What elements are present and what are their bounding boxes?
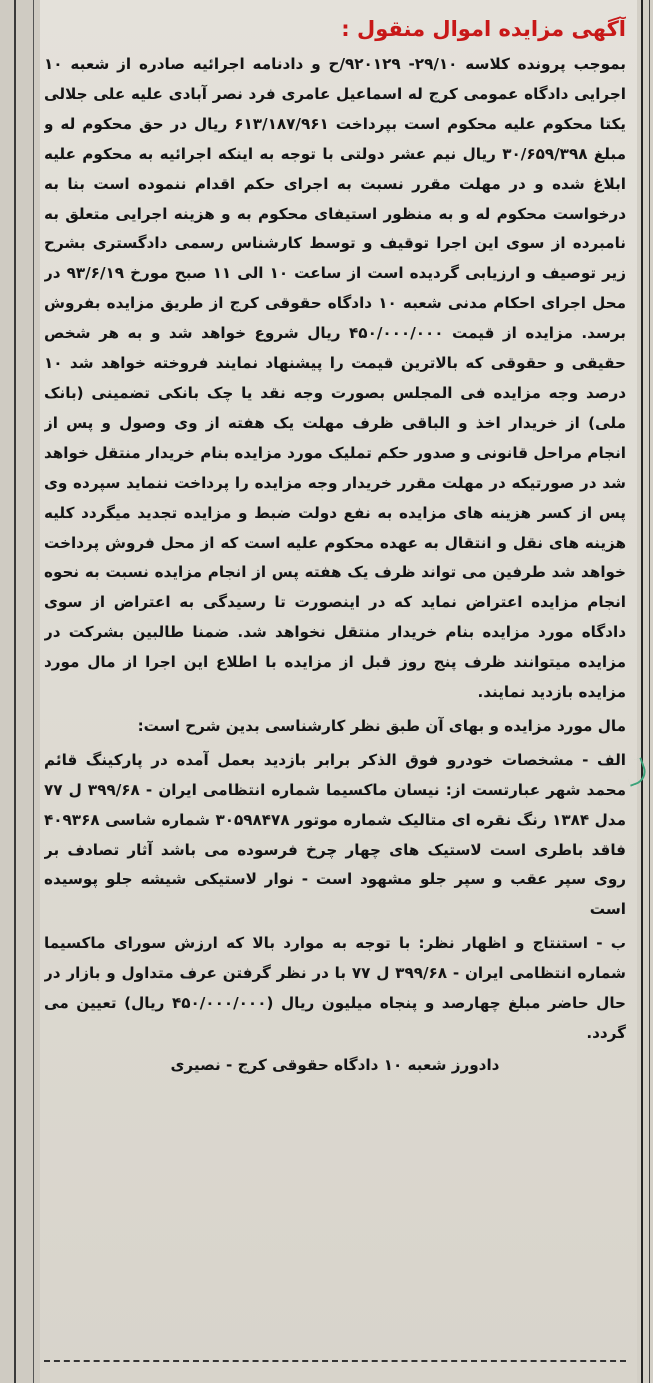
notice-title: آگهی مزایده اموال منقول : (341, 17, 626, 41)
right-border-line (641, 0, 643, 1383)
auction-notice (44, 14, 626, 1349)
notice-vehicle-specs: الف - مشخصات خودرو فوق الذکر برابر بازدید بعمل آمده در پارکینگ قائم محمد شهر عبارتست از: نیسان ماکسیما شماره انتظامی ایران - ۳۹۹/۶۸ ل ۷۷ مدل ۱۳۸۴ رنگ نقره ای متالیک شماره موتور ۳۰۵۹۸۴۷۸ شماره شاسی ۴۰۹۳۶۸ فاقد باطری است لاستیک های چهار چرخ فرسوده می باشد آثار تصادف بر روی سپر عقب و سپر جلو مشهود است - نوار لاستیکی شیشه جلو پوسیده است (44, 750, 626, 919)
notice-item-intro: مال مورد مزایده و بهای آن طبق نظر کارشناسی بدین شرح است: (137, 716, 626, 735)
notice-valuation: ب - استنتاج و اظهار نظر: با توجه به موارد بالا که ارزش سورای ماکسیما شماره انتظامی ایران - ۳۹۹/۶۸ ل ۷۷ با در نظر گرفتن عرف متداول و بازار در حال حاضر مبلغ چهارصد و پنجاه میلیون ریال (۴۵۰/۰۰۰/۰۰۰ ریال) تعیین می گردد. (44, 934, 626, 1042)
left-margin-strip (0, 0, 40, 1383)
right-margin-strip (637, 0, 653, 1383)
notice-body-main: بموجب پرونده کلاسه ۲۹/۱۰- ۹۲۰۱۲۹/ح و دادنامه اجرائیه صادره از شعبه ۱۰ اجرایی دادگاه عمومی کرج له اسماعیل عامری فرد نصر آبادی علیه علی جلالی یکتا محکوم علیه محکوم است بپرداخت ۶۱۳/۱۸۷/۹۶۱ ریال در حق محکوم له و مبلغ ۳۰/۶۵۹/۳۹۸ ریال نیم عشر دولتی با توجه به اینکه اجرائیه به محکوم علیه ابلاغ شده و در مهلت مقرر نسبت به اجرای حکم اقدام ننموده است بنا به درخواست محکوم له و به منظور استیفای محکوم به و هزینه اجرایی متعلق به نامبرده از سوی این اجرا توقیف و توسط کارشناس رسمی دادگستری بشرح زیر توصیف و ارزیابی گردیده است از ساعت ۱۰ الی ۱۱ صبح مورخ ۹۳/۶/۱۹ در محل اجرای احکام مدنی شعبه ۱۰ دادگاه حقوقی کرج از طریق مزایده بفروش برسد. مزایده از قیمت ۴۵۰/۰۰۰/۰۰۰ ریال شروع خواهد شد و به هر شخص حقیقی و حقوقی که بالاترین قیمت را پیشنهاد نمایند فروخته خواهد شد ۱۰ درصد وجه مزایده فی المجلس بصورت وجه نقد یا چک بانکی تضمینی (بانک ملی) از خریدار اخذ و الباقی ظرف مهلت یک هفته از وی وصول و پس از انجام مراحل قانونی و صدور حکم تملیک مورد مزایده بنام خریدار منتقل خواهد شد در صورتیکه در مهلت مقرر خریدار وجه مزایده را پرداخت ننماید سپرده وی پس از کسر هزینه های مزایده به نفع دولت ضبط و مزایده تجدید میگردد کلیه هزینه های نقل و انتقال به عهده محکوم علیه است که از محل فروش پرداخت خواهد شد طرفین می تواند ظرف یک هفته پس از انجام مزایده نسبت به نحوه انجام مزایده اعتراض نماید که در اینصورت تا رسیدگی به اعتراض از سوی دادگاه مورد مزایده بنام خریدار منتقل نخواهد شد. ضمنا طالبین بشرکت در مزایده میتوانند ظرف پنج روز قبل از مزایده با اطلاع این اجرا از مال مورد مزایده بازدید نمایند. (44, 55, 626, 702)
bottom-dashed-divider (44, 1360, 626, 1362)
right-outer-border-line (649, 0, 650, 1383)
left-inner-border-line (33, 0, 34, 1383)
notice-signature: دادورز شعبه ۱۰ دادگاه حقوقی کرج - نصیری (170, 1055, 500, 1074)
left-border-line (14, 0, 16, 1383)
